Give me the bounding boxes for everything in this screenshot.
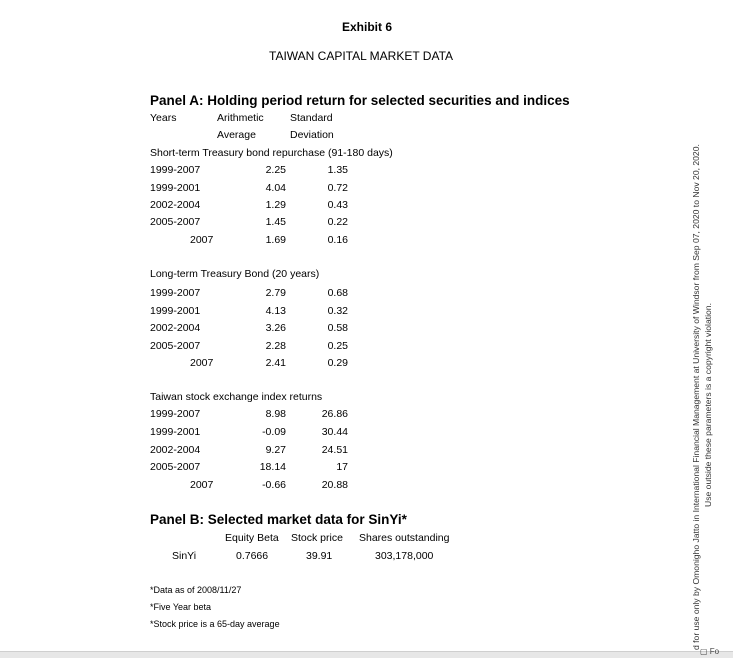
row-years: 2007 xyxy=(190,234,214,246)
row-deviation: 0.16 xyxy=(327,234,348,246)
row-deviation: 0.32 xyxy=(327,305,348,317)
row-average: -0.66 xyxy=(262,479,286,491)
col-header-arithmetic: Arithmetic xyxy=(217,112,264,124)
row-years: 1999-2001 xyxy=(150,305,201,317)
row-average: 1.69 xyxy=(265,234,286,246)
row-years: 1999-2007 xyxy=(150,287,201,299)
footnote: *Five Year beta xyxy=(150,602,212,612)
row-deviation: 17 xyxy=(336,461,348,473)
row-deviation: 0.58 xyxy=(327,322,348,334)
col-header-stock-price: Stock price xyxy=(291,532,343,544)
section-label-short-term: Short-term Treasury bond repurchase (91-180 days) xyxy=(150,147,393,159)
col-header-deviation: Deviation xyxy=(290,129,334,141)
watermark-line-1: d for use only by Omonigho Jatto in International Financial Management at University of Windsor from Sep 07, 2020 to Nov 20, 2020. xyxy=(691,144,701,650)
row-years: 1999-2001 xyxy=(150,182,201,194)
row-deviation: 0.72 xyxy=(327,182,348,194)
row-deviation: 20.88 xyxy=(321,479,348,491)
row-deviation: 0.68 xyxy=(327,287,348,299)
section-label-long-term: Long-term Treasury Bond (20 years) xyxy=(150,268,320,280)
row-average: 9.27 xyxy=(265,444,286,456)
document-title: TAIWAN CAPITAL MARKET DATA xyxy=(269,49,454,63)
row-years: 2007 xyxy=(190,479,214,491)
row-years: 1999-2007 xyxy=(150,408,201,420)
row-average: 4.04 xyxy=(265,182,286,194)
row-years: 2005-2007 xyxy=(150,216,201,228)
col-header-standard: Standard xyxy=(290,112,333,124)
sinyi-row-name: SinYi xyxy=(172,550,197,562)
row-average: 1.45 xyxy=(265,216,286,228)
watermark-line-2: Use outside these parameters is a copyright violation. xyxy=(703,303,713,507)
col-header-years: Years xyxy=(150,112,177,124)
row-deviation: 24.51 xyxy=(321,444,348,456)
row-average: 3.26 xyxy=(265,322,286,334)
footnote: *Data as of 2008/11/27 xyxy=(150,585,242,595)
sinyi-stock-price: 39.91 xyxy=(306,550,333,562)
row-average: 8.98 xyxy=(265,408,286,420)
copyright-watermark xyxy=(690,144,714,650)
row-average: 18.14 xyxy=(259,461,286,473)
section-label-stock-index: Taiwan stock exchange index returns xyxy=(150,391,323,403)
panel-a-title: Panel A: Holding period return for selected securities and indices xyxy=(150,93,570,108)
row-years: 2005-2007 xyxy=(150,461,201,473)
sinyi-shares-outstanding: 303,178,000 xyxy=(375,550,434,562)
row-years: 2005-2007 xyxy=(150,340,201,352)
row-deviation: 0.43 xyxy=(327,199,348,211)
row-deviation: 0.22 xyxy=(327,216,348,228)
sinyi-equity-beta: 0.7666 xyxy=(236,550,269,562)
row-deviation: 0.25 xyxy=(327,340,348,352)
row-years: 2007 xyxy=(190,357,214,369)
exhibit-title: Exhibit 6 xyxy=(342,20,393,34)
row-years: 1999-2001 xyxy=(150,426,201,438)
col-header-equity-beta: Equity Beta xyxy=(225,532,279,544)
row-deviation: 0.29 xyxy=(327,357,348,369)
row-average: 2.79 xyxy=(265,287,286,299)
panel-b-title: Panel B: Selected market data for SinYi* xyxy=(150,512,407,527)
row-average: 1.29 xyxy=(265,199,286,211)
row-deviation: 30.44 xyxy=(321,426,348,438)
row-years: 2002-2004 xyxy=(150,444,201,456)
row-average: 2.41 xyxy=(265,357,286,369)
row-years: 2002-2004 xyxy=(150,322,201,334)
footnote: *Stock price is a 65-day average xyxy=(150,619,280,629)
row-years: 1999-2007 xyxy=(150,164,201,176)
col-header-average: Average xyxy=(217,129,256,141)
row-deviation: 26.86 xyxy=(321,408,348,420)
row-years: 2002-2004 xyxy=(150,199,201,211)
corner-fragment xyxy=(700,647,719,656)
row-average: 4.13 xyxy=(265,305,286,317)
corner-text: Fo xyxy=(709,647,720,656)
col-header-shares: Shares outstanding xyxy=(359,532,450,544)
row-average: 2.28 xyxy=(265,340,286,352)
row-deviation: 1.35 xyxy=(327,164,348,176)
row-average: -0.09 xyxy=(262,426,286,438)
row-average: 2.25 xyxy=(265,164,286,176)
page-icon: ▢ xyxy=(700,647,708,656)
